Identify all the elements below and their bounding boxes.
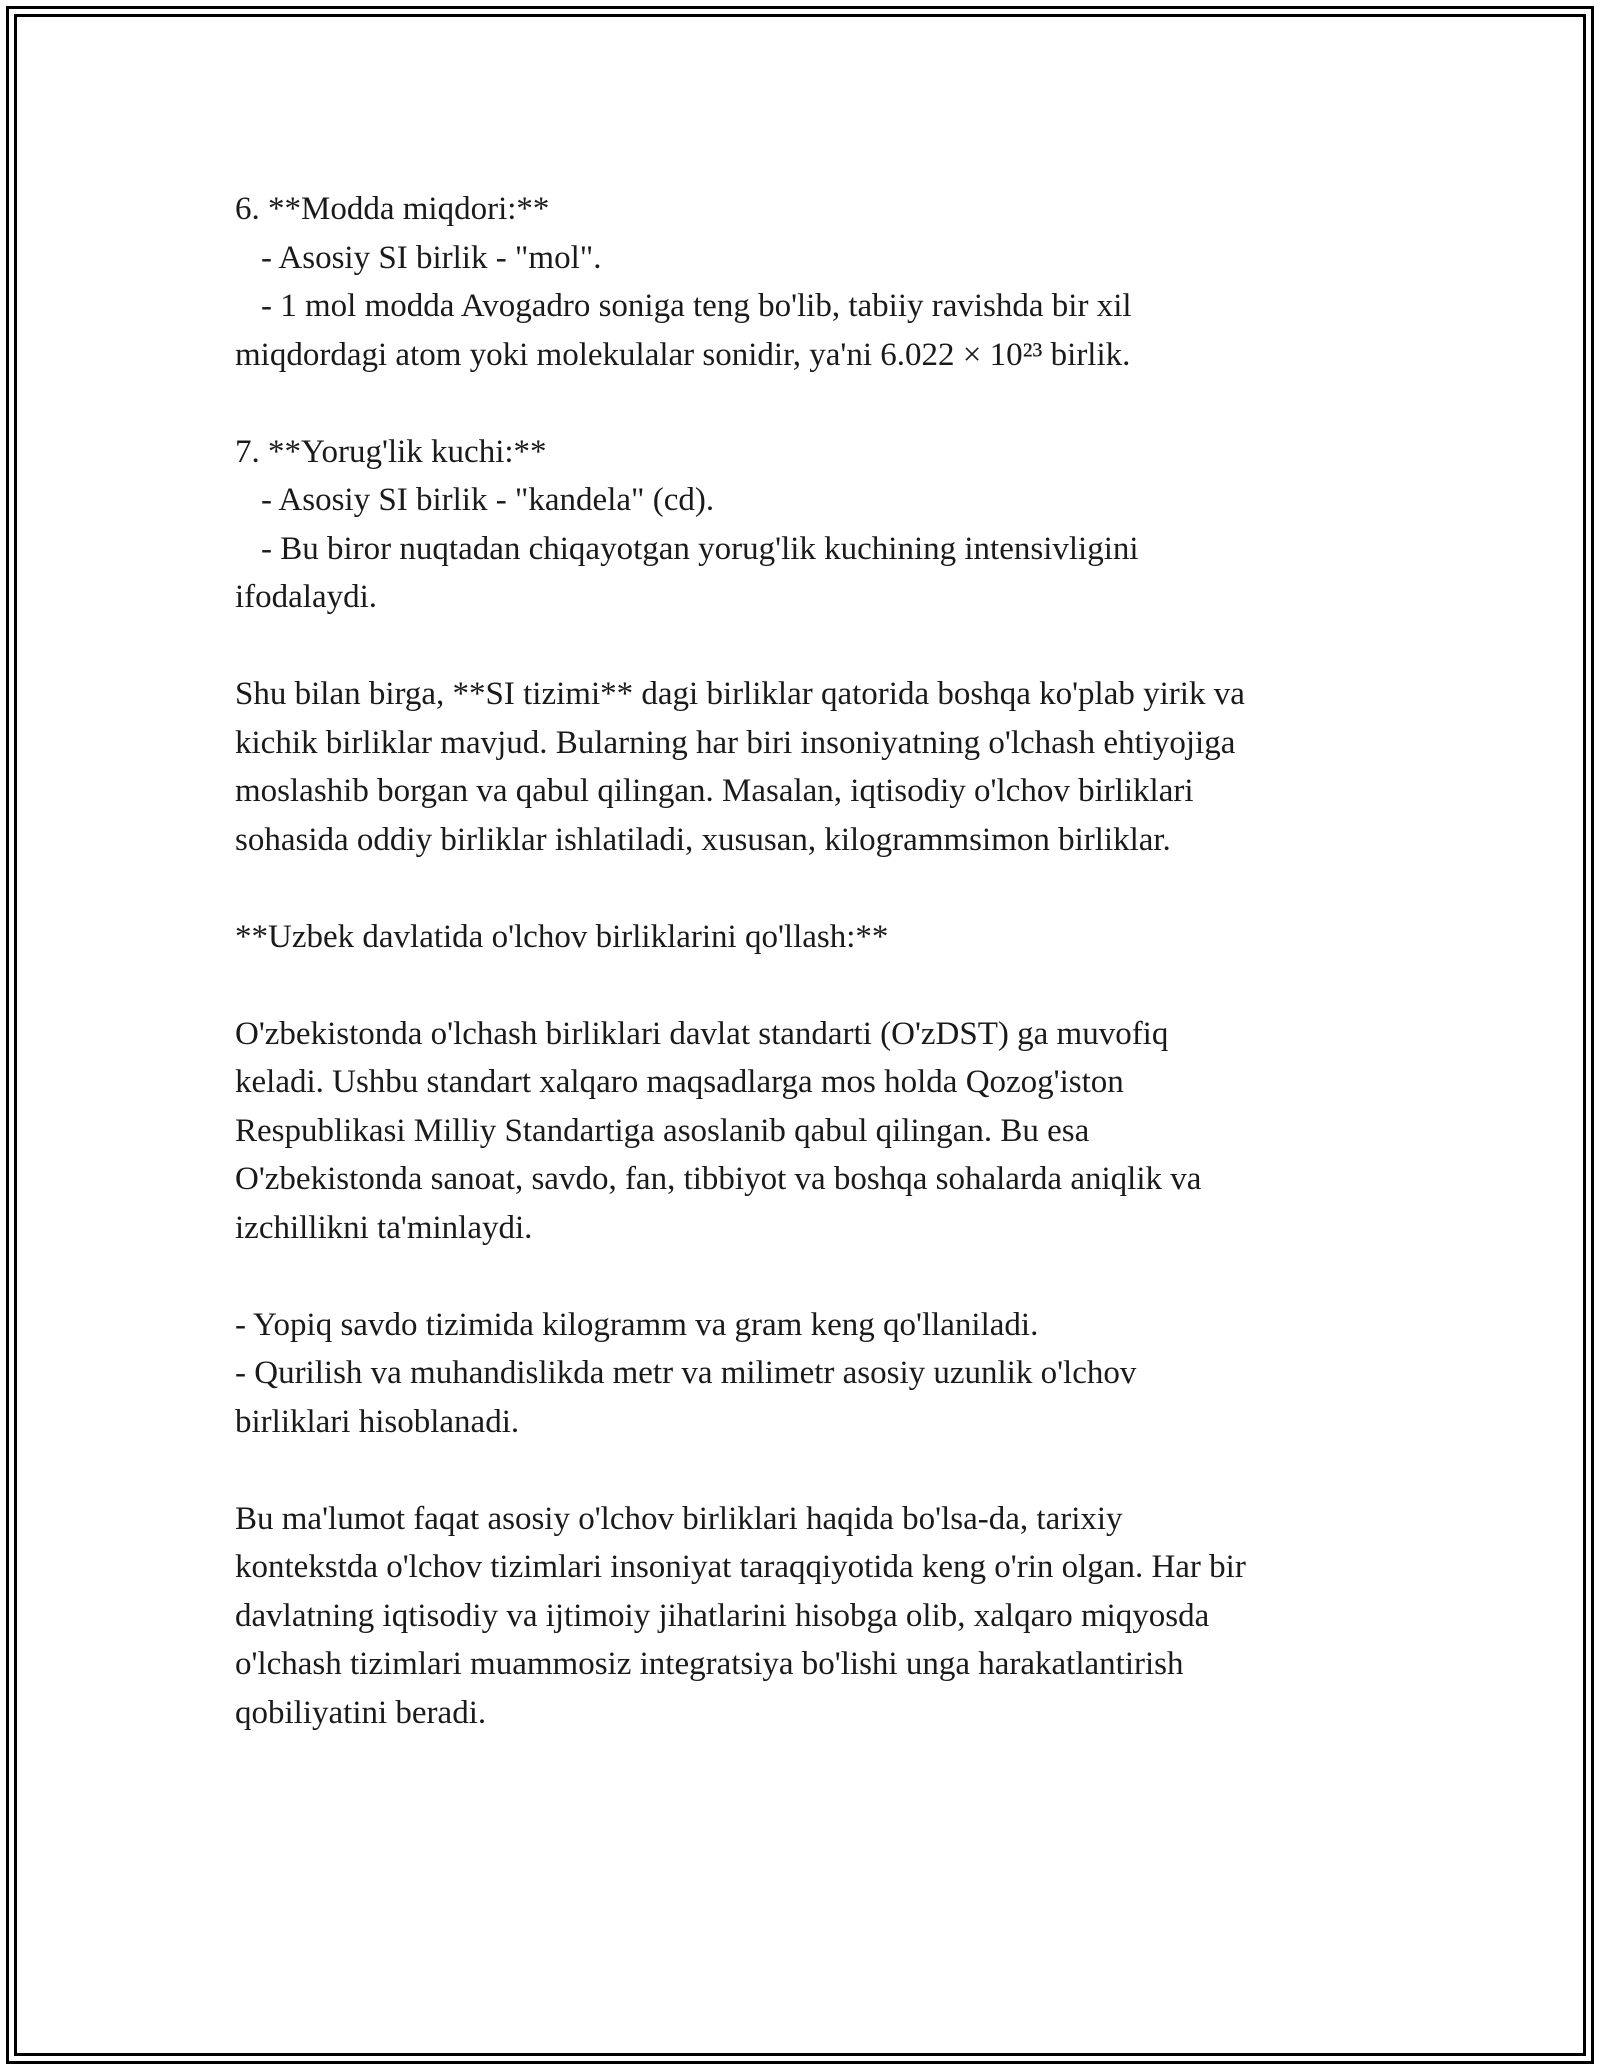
paragraph-gap — [235, 379, 1395, 428]
paragraph-line: sohasida oddiy birliklar ishlatiladi, xususan, kilogrammsimon birliklar. — [235, 821, 1171, 858]
paragraph-line: kichik birliklar mavjud. Bularning har biri insoniyatning o'lchash ehtiyojiga — [235, 724, 1236, 761]
paragraph-line: O'zbekistonda sanoat, savdo, fan, tibbiyot va boshqa sohalarda aniqlik va — [235, 1161, 1202, 1197]
list-item-continuation: birliklari hisoblanadi. — [235, 1403, 520, 1440]
paragraph-gap — [235, 864, 1395, 913]
list-item: - Bu biror nuqtadan chiqayotgan yorug'lik kuchining intensivligini — [261, 530, 1139, 567]
list-item: - Asosiy SI birlik - "kandela" (cd). — [261, 482, 715, 518]
paragraph-gap — [235, 622, 1395, 671]
document-body — [235, 185, 1395, 1737]
section-heading-modda-miqdori: 6. **Modda miqdori:** — [235, 191, 550, 227]
paragraph-line: Shu bilan birga, **SI tizimi** dagi birliklar qatorida boshqa ko'plab yirik va — [235, 676, 1245, 712]
list-item: - 1 mol modda Avogadro soniga teng bo'lib, tabiiy ravishda bir xil — [261, 288, 1132, 324]
paragraph-line: Bu ma'lumot faqat asosiy o'lchov birliklari haqida bo'lsa-da, tarixiy — [235, 1500, 1123, 1537]
section-heading-yoruglik-kuchi: 7. **Yorug'lik kuchi:** — [235, 433, 547, 470]
paragraph-gap — [235, 1446, 1395, 1495]
paragraph-gap — [235, 961, 1395, 1010]
paragraph-line: izchillikni ta'minlaydi. — [235, 1209, 533, 1246]
paragraph-line: davlatning iqtisodiy va ijtimoiy jihatlarini hisobga olib, xalqaro miqyosda — [235, 1597, 1210, 1634]
paragraph-line: O'zbekistonda o'lchash birliklari davlat standarti (O'zDST) ga muvofiq — [235, 1015, 1169, 1052]
paragraph-line: o'lchash tizimlari muammosiz integratsiya bo'lishi unga harakatlantirish — [235, 1646, 1184, 1682]
list-item: - Asosiy SI birlik - "mol". — [261, 239, 602, 276]
list-item: - Qurilish va muhandislikda metr va milimetr asosiy uzunlik o'lchov — [235, 1355, 1137, 1391]
section-heading-uzbek-davlatida: **Uzbek davlatida o'lchov birliklarini qo'llash:** — [235, 918, 889, 955]
paragraph-line: kontekstda o'lchov tizimlari insoniyat taraqqiyotida keng o'rin olgan. Har bir — [235, 1549, 1246, 1585]
paragraph-line: Respublikasi Milliy Standartiga asoslanib qabul qilingan. Bu esa — [235, 1112, 1090, 1149]
paragraph-gap — [235, 1252, 1395, 1301]
paragraph-line: keladi. Ushbu standart xalqaro maqsadlarga mos holda Qozog'iston — [235, 1064, 1124, 1100]
list-item: - Yopiq savdo tizimida kilogramm va gram keng qo'llaniladi. — [235, 1306, 1039, 1343]
paragraph-line: moslashib borgan va qabul qilingan. Masalan, iqtisodiy o'lchov birliklari — [235, 773, 1194, 809]
list-item-continuation: ifodalaydi. — [235, 579, 378, 615]
paragraph-line: qobiliyatini beradi. — [235, 1694, 487, 1731]
list-item-continuation: miqdordagi atom yoki molekulalar sonidir, ya'ni 6.022 × 10²³ birlik. — [235, 336, 1131, 373]
